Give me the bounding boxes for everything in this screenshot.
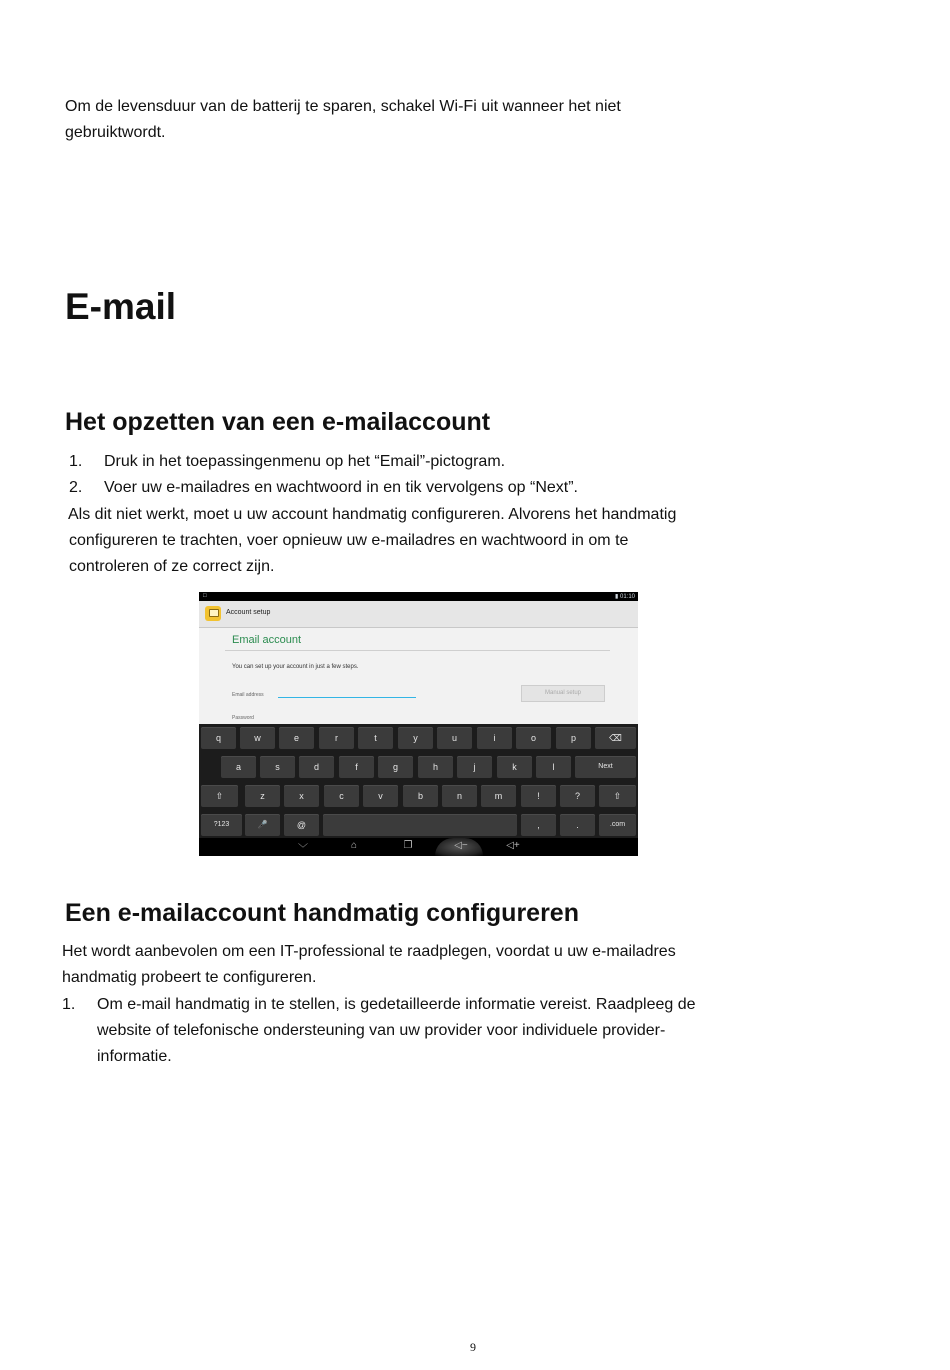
step-number: 2.: [69, 479, 83, 496]
key-s[interactable]: s: [260, 756, 295, 778]
key-t[interactable]: t: [358, 727, 393, 749]
divider: [225, 650, 610, 651]
list-item: [62, 992, 822, 1070]
dotcom-key[interactable]: .com: [599, 814, 636, 836]
key-b[interactable]: b: [403, 785, 438, 807]
status-time-wrap: [615, 593, 635, 600]
key-k[interactable]: k: [497, 756, 532, 778]
intro-line-2: gebruiktwordt.: [65, 124, 166, 141]
next-key[interactable]: Next: [575, 756, 636, 778]
key-l[interactable]: l: [536, 756, 571, 778]
key-w[interactable]: w: [240, 727, 275, 749]
space-key[interactable]: [323, 814, 517, 836]
key-a[interactable]: a: [221, 756, 256, 778]
step-text: Voer uw e-mailadres en wachtwoord in en tik vervolgens op “Next”.: [104, 479, 578, 496]
status-bar: [199, 592, 638, 601]
key-h[interactable]: h: [418, 756, 453, 778]
page-number: 9: [470, 1340, 476, 1354]
step-number: 1.: [62, 996, 76, 1013]
step-text: Druk in het toepassingenmenu op het “Email”-pictogram.: [104, 453, 506, 470]
step-line-3: informatie.: [97, 1048, 172, 1065]
password-label: Password: [232, 715, 254, 721]
nav-down-icon[interactable]: ﹀: [298, 844, 308, 855]
manual-steps: [62, 992, 822, 1070]
manual-heading: Een e-mailaccount handmatig configureren: [65, 899, 579, 927]
note-line-3: controleren of ze correct zijn.: [69, 558, 275, 575]
key-n[interactable]: n: [442, 785, 477, 807]
key-g[interactable]: g: [378, 756, 413, 778]
setup-form: [199, 628, 638, 724]
note-line-1: Als dit niet werkt, moet u uw account handmatig configureren. Alvorens het handmatig: [68, 506, 677, 523]
key-comma[interactable]: ,: [521, 814, 556, 836]
nav-home-icon[interactable]: ⌂: [350, 840, 358, 851]
setup-note: [69, 502, 676, 580]
key-f[interactable]: f: [339, 756, 374, 778]
note-line-2: configureren te trachten, voer opnieuw uw e-mailadres en wachtwoord in om te: [69, 532, 629, 549]
email-label: Email address: [232, 692, 264, 698]
key-i[interactable]: i: [477, 727, 512, 749]
status-time: 01:10: [619, 594, 635, 600]
key-y[interactable]: y: [398, 727, 433, 749]
volume-down-icon[interactable]: ◁−: [454, 840, 468, 851]
key-period[interactable]: .: [560, 814, 595, 836]
app-title: Account setup: [226, 609, 271, 616]
key-p[interactable]: p: [556, 727, 591, 749]
key-o[interactable]: o: [516, 727, 551, 749]
section-title: E-mail: [65, 286, 177, 327]
manual-para-line-2: handmatig probeert te configureren.: [62, 969, 317, 986]
step-number: 1.: [69, 453, 83, 470]
key-at[interactable]: @: [284, 814, 319, 836]
list-item: [69, 475, 769, 501]
symbols-key[interactable]: ?123: [201, 814, 242, 836]
shift-icon[interactable]: ⇧: [599, 785, 636, 807]
setup-heading: Het opzetten van een e-mailaccount: [65, 408, 491, 436]
shift-icon[interactable]: ⇧: [201, 785, 238, 807]
navigation-bar: [199, 838, 638, 856]
app-email-icon: [205, 606, 221, 621]
key-j[interactable]: j: [457, 756, 492, 778]
manual-para-line-1: Het wordt aanbevolen om een IT-professional te raadplegen, voordat u uw e-mailadres: [62, 943, 676, 960]
key-q[interactable]: q: [201, 727, 236, 749]
setup-steps: [69, 449, 769, 501]
mic-icon[interactable]: 🎤: [245, 814, 280, 836]
key-c[interactable]: c: [324, 785, 359, 807]
manual-paragraph: [62, 939, 676, 991]
key-r[interactable]: r: [319, 727, 354, 749]
step-line-1: Om e-mail handmatig in te stellen, is gedetailleerde informatie vereist. Raadpleeg de: [97, 996, 696, 1013]
key-u[interactable]: u: [437, 727, 472, 749]
key-m[interactable]: m: [481, 785, 516, 807]
key-exclamation[interactable]: !: [521, 785, 556, 807]
manual-setup-button[interactable]: Manual setup: [521, 685, 605, 702]
intro-paragraph: [65, 94, 621, 146]
step-text: [97, 992, 696, 1070]
nav-recent-icon[interactable]: ❐: [403, 840, 413, 851]
battery-icon: ▮: [615, 594, 619, 600]
backspace-icon[interactable]: ⌫: [595, 727, 636, 749]
step-line-2: website of telefonische ondersteuning van uw provider voor individuele provider-: [97, 1022, 666, 1039]
key-z[interactable]: z: [245, 785, 280, 807]
key-e[interactable]: e: [279, 727, 314, 749]
device-screenshot: [199, 592, 638, 856]
key-d[interactable]: d: [299, 756, 334, 778]
soft-keyboard: [199, 724, 638, 838]
intro-line-1: Om de levensduur van de batterij te sparen, schakel Wi-Fi uit wanneer het niet: [65, 98, 621, 115]
key-v[interactable]: v: [363, 785, 398, 807]
email-input[interactable]: [278, 688, 416, 698]
action-bar: [199, 601, 638, 628]
key-x[interactable]: x: [284, 785, 319, 807]
email-account-heading: Email account: [232, 634, 302, 646]
list-item: [69, 449, 769, 475]
notification-icon: □: [203, 593, 207, 599]
setup-intro-text: You can set up your account in just a few steps.: [232, 664, 359, 670]
volume-up-icon[interactable]: ◁+: [506, 840, 520, 851]
key-question[interactable]: ?: [560, 785, 595, 807]
